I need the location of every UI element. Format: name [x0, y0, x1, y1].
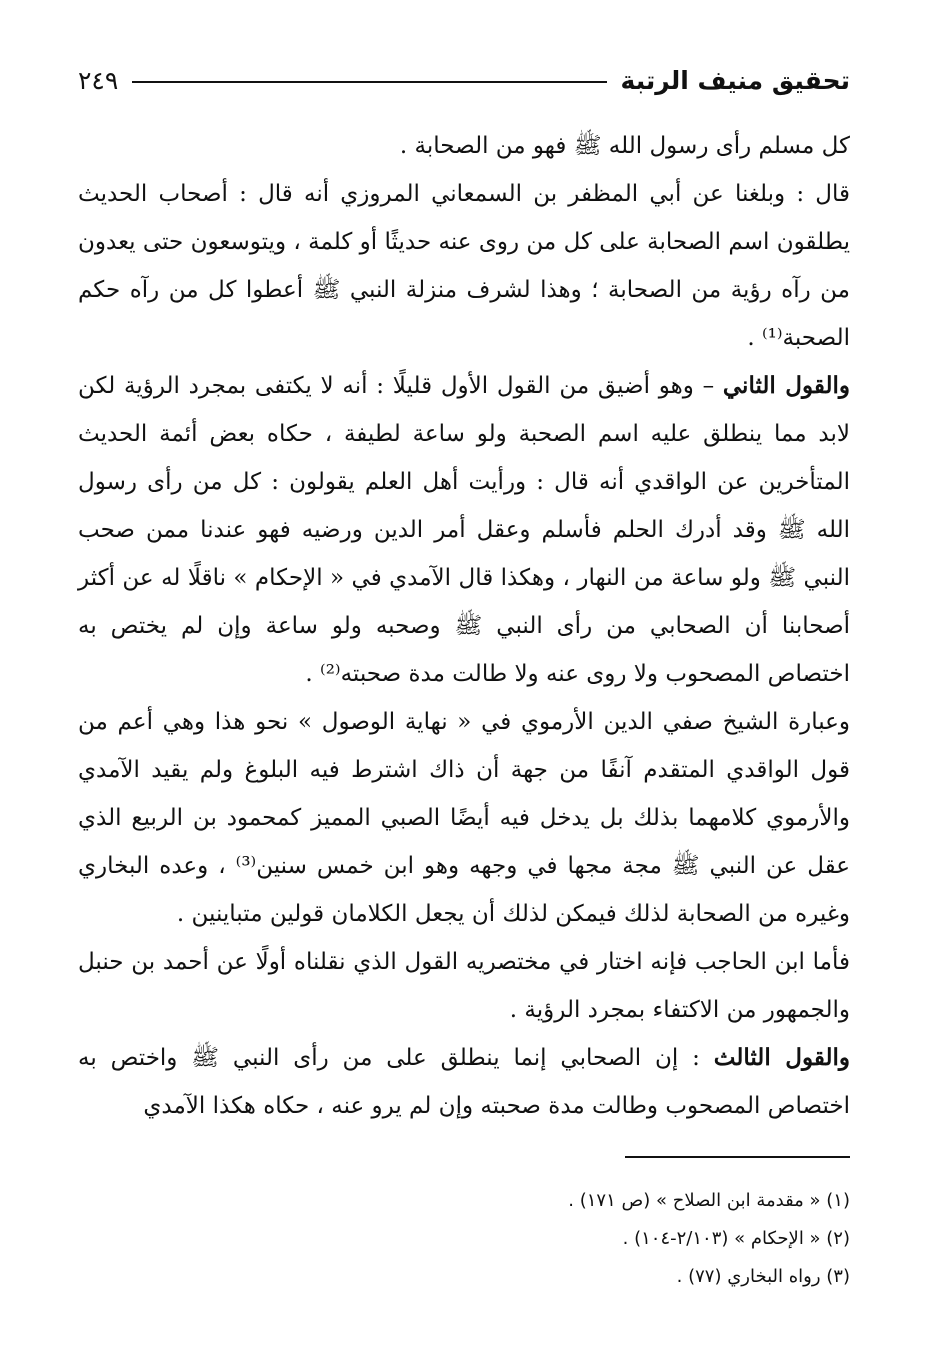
- main-text: [78, 122, 850, 1130]
- paragraph-text: – وهو أضيق من القول الأول قليلًا : أنه لا يكتفى بمجرد الرؤية لكن لابد مما ينطلق عليه اسم الصحبة ولو ساعة لطيفة ، حكاه بعض أئمة الحديث المتأخرين عن الواقدي أنه قال : ورأيت أهل العلم يقولون : كل من رأى رسول الله ﷺ وقد أدرك الحلم فأسلم وعقل أمر الدين ورضيه فهو عندنا ممن صحب النبي ﷺ ولو ساعة من النهار ، وهكذا قال الآمدي في « الإحكام » ناقلًا له عن أكثر أصحابنا أن الصحابي من رأى النبي ﷺ وصحبه ولو ساعة وإن لم يختص به اختصاص المصحوب ولا روى عنه ولا طالت مدة صحبته⁽²⁾ .: [78, 373, 850, 687]
- paragraph-1: [78, 122, 850, 170]
- paragraph-4: [78, 698, 850, 938]
- paragraph-6: [78, 1034, 850, 1130]
- page-header: [78, 60, 850, 100]
- paragraph-lead: والقول الثاني: [722, 372, 850, 399]
- paragraph-text: : إن الصحابي إنما ينطلق على من رأى النبي ﷺ واختص به اختصاص المصحوب وطالت مدة صحبته وإن لم يرو عنه ، حكاه هكذا الآمدي: [78, 1045, 850, 1119]
- footnotes: [78, 1182, 850, 1296]
- footnote-separator: [625, 1156, 850, 1158]
- page-number: ٢٤٩: [78, 65, 119, 95]
- running-title: تحقيق منيف الرتبة: [620, 65, 850, 95]
- paragraph-2: [78, 170, 850, 362]
- header-rule: [132, 81, 606, 83]
- paragraph-lead: والقول الثالث: [713, 1044, 850, 1071]
- paragraph-text: فأما ابن الحاجب فإنه اختار في مختصريه القول الذي نقلناه أولًا عن أحمد بن حنبل والجمهور من الاكتفاء بمجرد الرؤية .: [78, 949, 850, 1023]
- paragraph-text: قال : وبلغنا عن أبي المظفر بن السمعاني المروزي أنه قال : أصحاب الحديث يطلقون اسم الصحابة على كل من روى عنه حديثًا أو كلمة ، ويتوسعون حتى يعدون من رآه رؤية من الصحابة ؛ وهذا لشرف منزلة النبي ﷺ أعطوا كل من رآه حكم الصحبة⁽¹⁾ .: [78, 181, 850, 351]
- footnote-1: (١) « مقدمة ابن الصلاح » (ص ١٧١) .: [568, 1190, 850, 1211]
- paragraph-text: وعبارة الشيخ صفي الدين الأرموي في « نهاية الوصول » نحو هذا وهي أعم من قول الواقدي المتقدم آنفًا من جهة أن ذاك اشترط فيه البلوغ ولم يقيد الآمدي والأرموي كلامهما بذلك بل يدخل فيه أيضًا الصبي المميز كمحمود بن الربيع الذي عقل عن النبي ﷺ مجة مجها في وجهه وهو ابن خمس سنين⁽³⁾ ، وعده البخاري وغيره من الصحابة لذلك فيمكن لذلك أن يجعل الكلامان قولين متباينين .: [78, 709, 850, 927]
- footnote-3: (٣) رواه البخاري (٧٧) .: [676, 1266, 850, 1287]
- paragraph-3: [78, 362, 850, 698]
- paragraph-text: كل مسلم رأى رسول الله ﷺ فهو من الصحابة .: [399, 133, 850, 159]
- paragraph-5: [78, 938, 850, 1034]
- footnote-2: (٢) « الإحكام » (٢/١٠٣-١٠٤) .: [622, 1228, 850, 1249]
